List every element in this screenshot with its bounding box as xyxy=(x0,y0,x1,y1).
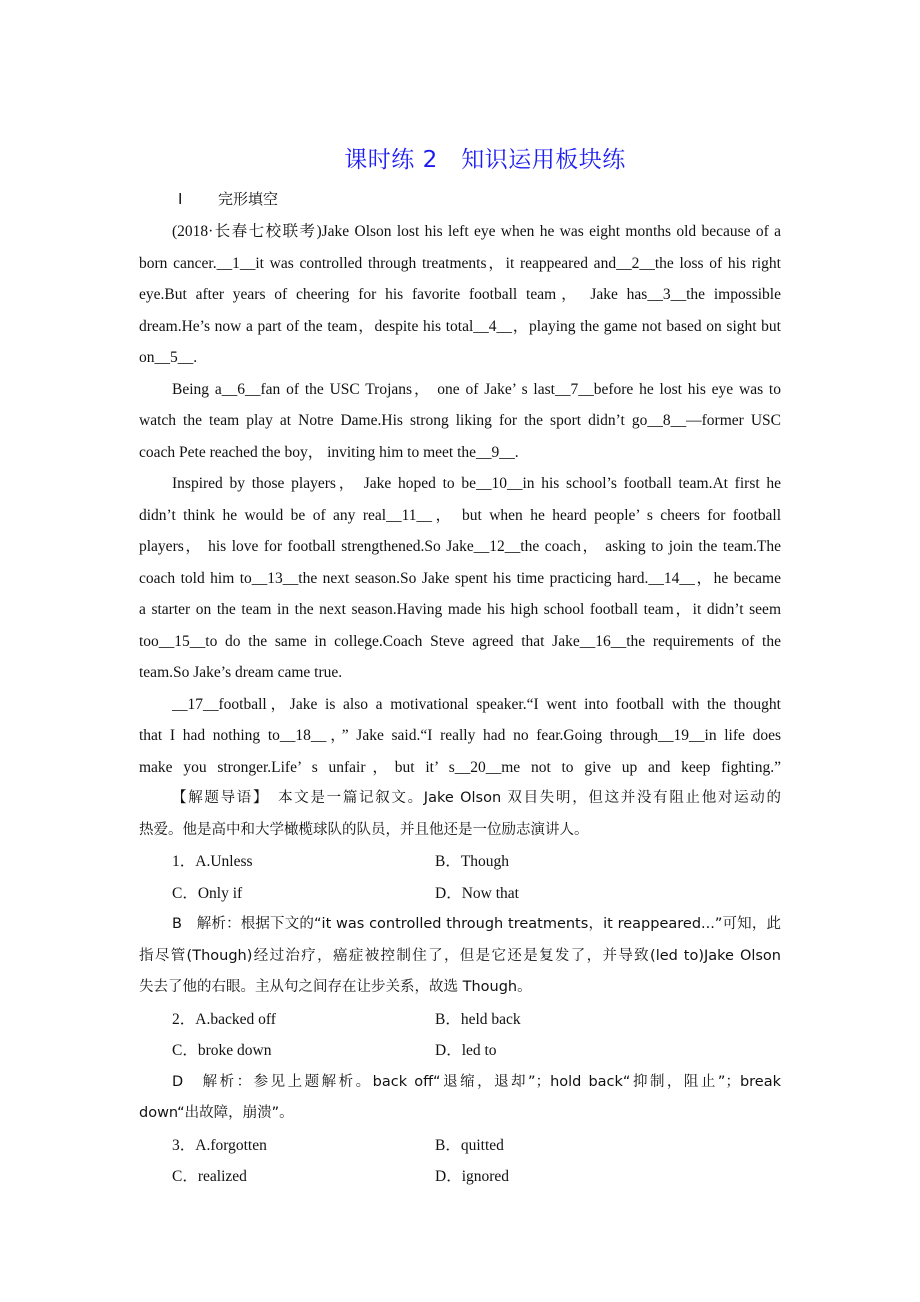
text-line: 热爱。他是高中和大学橄榄球队的队员，并且他还是一位励志演讲人。 xyxy=(139,821,589,838)
text-line: Being a__6__fan of the USC Trojans， one of Jake’ s last__7__before he lost his eye was to xyxy=(172,380,781,398)
answer-options-row xyxy=(139,878,781,910)
text-line: 指尽管(Though)经过治疗，癌症被控制住了，但是它还是复发了，并导致(led to)Jake Olson xyxy=(139,947,781,964)
answer-option: 3．A.forgotten xyxy=(172,1136,267,1154)
text-line: too__15__to do the same in college.Coach Steve agreed that Jake__16__the requirements of the xyxy=(139,632,781,650)
text-line: a starter on the team in the next season.Having made his high school football team，it didn’t seem xyxy=(139,601,781,618)
answer-option: B．quitted xyxy=(435,1136,504,1154)
answer-option: C．broke down xyxy=(172,1042,272,1059)
text-line: B 解析：根据下文的“it was controlled through treatments，it reappeared...”可知，此 xyxy=(172,916,781,932)
section-heading xyxy=(178,188,278,209)
section-label: 完形填空 xyxy=(218,190,279,208)
text-line: born cancer.__1__it was controlled through treatments，it reappeared and__2__the loss of his right xyxy=(139,254,781,272)
answer-option: C．Only if xyxy=(172,884,243,902)
answer-option: 2．A.backed off xyxy=(172,1010,276,1028)
answer-options-row xyxy=(139,846,781,878)
text-line: didn’t think he would be of any real__11__， but when he heard people’ s cheers for football xyxy=(139,506,781,524)
text-line: coach told him to__13__the next season.So Jake spent his time practicing hard.__14__，he became xyxy=(139,569,781,587)
text-line: down“出故障，崩溃”。 xyxy=(139,1105,294,1121)
text-line: make you stronger.Life’ s unfair，but it’ s__20__me not to give up and keep fighting.” xyxy=(139,758,781,776)
text-line: 【解题导语】 本文是一篇记叙文。Jake Olson 双目失明，但这并没有阻止他对运动的 xyxy=(172,790,781,806)
text-line: coach Pete reached the boy， inviting him to meet the__9__. xyxy=(139,443,519,461)
text-line: D 解析：参见上题解析。back off“退缩，退却”；hold back“抑制，阻止”；break xyxy=(172,1073,781,1090)
text-line: dream.He’s now a part of the team，despite his total__4__，playing the game not based on sight but xyxy=(139,317,781,335)
text-line: (2018·长春七校联考)Jake Olson lost his left eye when he was eight months old because of a xyxy=(172,223,781,240)
text-line: players， his love for football strengthened.So Jake__12__the coach， asking to join the team.The xyxy=(139,538,781,555)
answer-option: D．led to xyxy=(435,1042,497,1059)
answer-options-row xyxy=(139,1035,781,1067)
text-line: team.So Jake’s dream came true. xyxy=(139,664,343,681)
answer-options-row xyxy=(139,1161,781,1193)
text-line: that I had nothing to__18__，” Jake said.“I really had no fear.Going through__19__in life does xyxy=(139,727,781,744)
text-line: watch the team play at Notre Dame.His strong liking for the sport didn’t go__8__—former USC xyxy=(139,412,781,429)
answer-option: D．Now that xyxy=(435,884,519,902)
text-line: 失去了他的右眼。主从句之间存在让步关系，故选 Though。 xyxy=(139,979,532,995)
page-title: 课时练 2 知识运用板块练 xyxy=(344,147,626,173)
text-line: on__5__. xyxy=(139,349,198,366)
answer-option: 1．A.Unless xyxy=(172,853,253,870)
text-line: Inspired by those players， Jake hoped to be__10__in his school’s football team.At first he xyxy=(172,475,781,492)
text-line: eye.But after years of cheering for his favorite football team， Jake has__3__the impossible xyxy=(139,286,781,303)
answer-option: B．held back xyxy=(435,1010,521,1028)
answer-option: C．realized xyxy=(172,1168,247,1185)
answer-options-row xyxy=(139,1004,781,1036)
answer-options-row xyxy=(139,1130,781,1162)
document-body xyxy=(139,216,781,1193)
answer-option: D．ignored xyxy=(435,1168,510,1185)
section-number: Ⅰ xyxy=(178,190,183,208)
text-line: __17__football，Jake is also a motivational speaker.“I went into football with the thought xyxy=(172,695,781,713)
answer-option: B．Though xyxy=(435,853,510,870)
